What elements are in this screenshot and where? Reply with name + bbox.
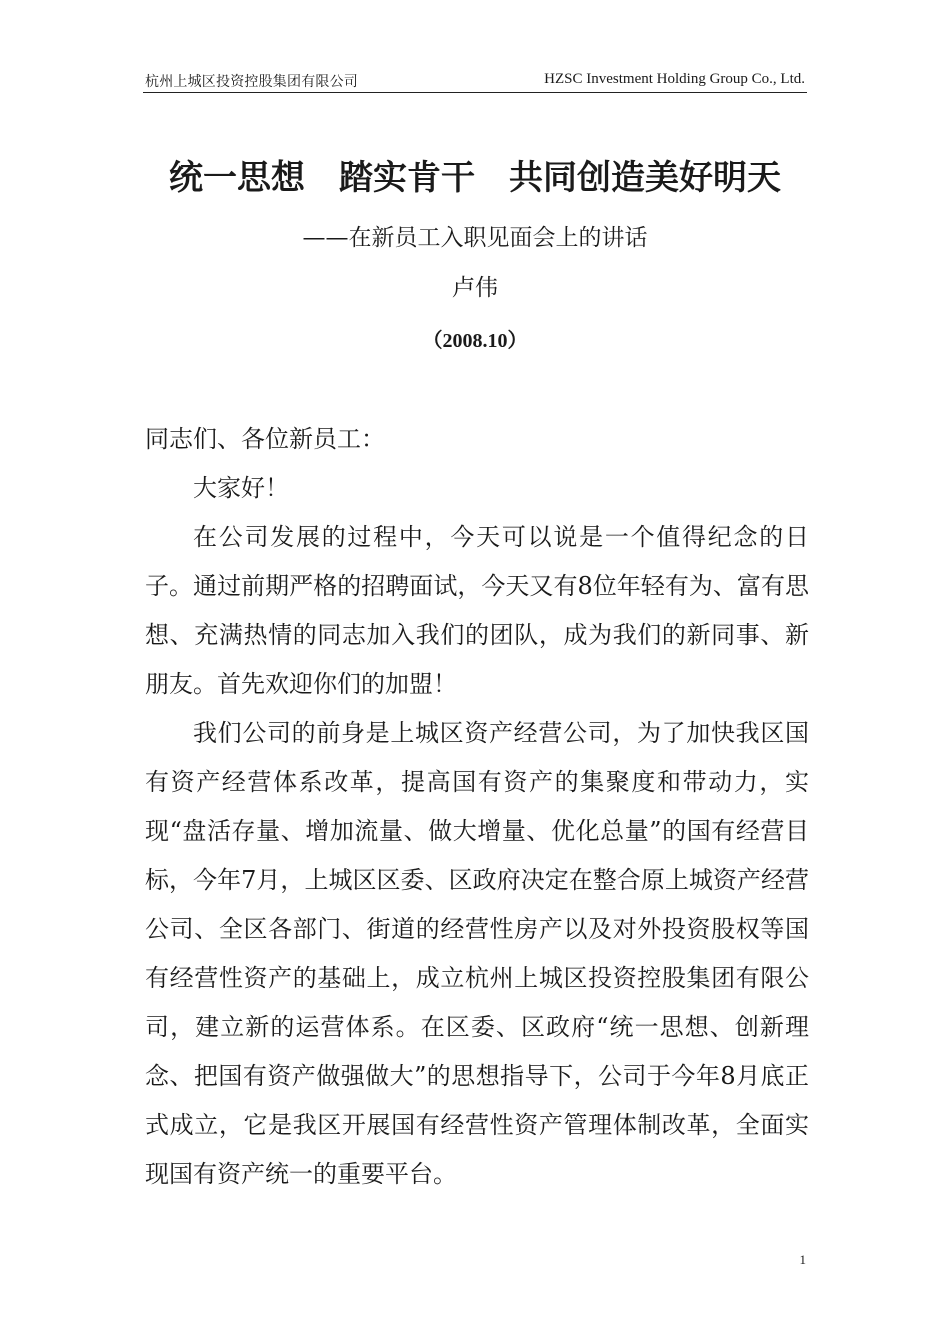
header-company-english: HZSC Investment Holding Group Co., Ltd. — [544, 71, 805, 87]
author-name: 卢伟 — [452, 275, 498, 301]
page-number: 1 — [799, 1252, 806, 1267]
speech-body — [145, 415, 809, 1199]
body-paragraph: 在公司发展的过程中，今天可以说是一个值得纪念的日子。通过前期严格的招聘面试，今天又有8位年轻有为、富有思想、充满热情的同志加入我们的团队，成为我们的新同事、新朋友。首先欢迎你们的加盟！ — [145, 523, 809, 698]
header-company-chinese: 杭州上城区投资控股集团有限公司 — [145, 74, 358, 90]
greeting: 大家好！ — [193, 474, 289, 502]
page-header — [143, 66, 807, 93]
speech-date: （2008.10） — [422, 330, 528, 352]
document-title: 统一思想 踏实肯干 共同创造美好明天 — [169, 158, 781, 198]
document-subtitle: ——在新员工入职见面会上的讲话 — [302, 225, 648, 251]
body-paragraph: 我们公司的前身是上城区资产经营公司，为了加快我区国有资产经营体系改革，提高国有资产的集聚度和带动力，实现“盘活存量、增加流量、做大增量、优化总量”的国有经营目标，今年7月，上城区区委、区政府决定在整合原上城资产经营公司、全区各部门、街道的经营性房产以及对外投资股权等国有经营性资产的基础上，成立杭州上城区投资控股集团有限公司，建立新的运营体系。在区委、区政府“统一思想、创新理念、把国有资产做强做大”的思想指导下，公司于今年8月底正式成立，它是我区开展国有经营性资产管理体制改革，全面实现国有资产统一的重要平台。 — [145, 719, 809, 1188]
salutation: 同志们、各位新员工： — [145, 425, 385, 453]
